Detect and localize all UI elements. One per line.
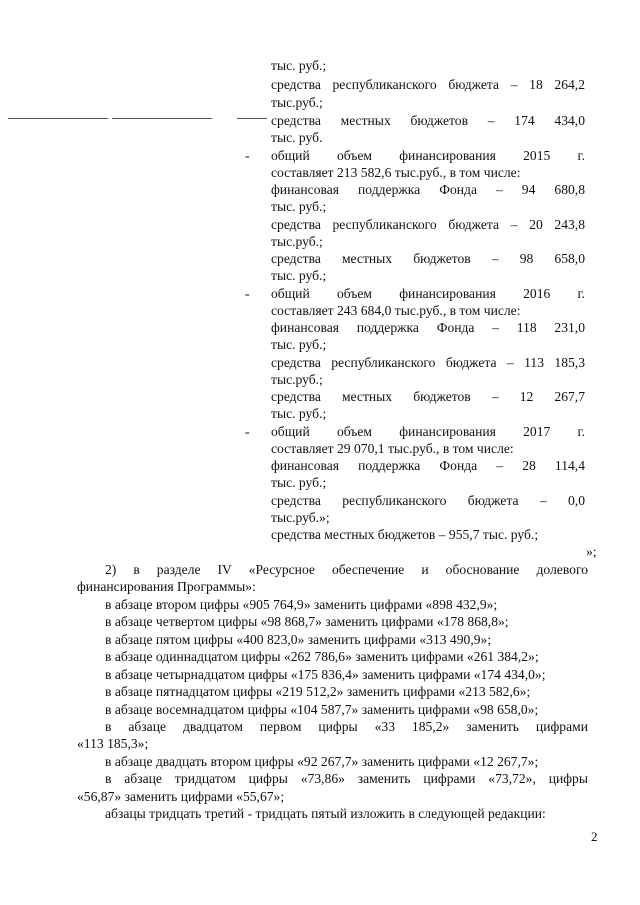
paragraph-line: в абзаце одиннадцатом цифры «262 786,6» заменить цифрами «261 384,2»; <box>105 649 539 664</box>
horizontal-rule <box>8 118 108 119</box>
paragraph-line: финансирования Программы»: <box>77 579 256 594</box>
paragraph-line: «113 185,3»; <box>77 736 149 751</box>
paragraph-line: в абзаце пятнадцатом цифры «219 512,2» заменить цифрами «213 582,6»; <box>105 684 531 699</box>
page-number: 2 <box>591 829 598 844</box>
list-line: тыс.руб.; <box>271 95 323 110</box>
paragraph-line: в абзаце двадцатом первом цифры «33 185,2» заменить цифрами <box>105 719 588 734</box>
list-line: тыс. руб.; <box>271 406 327 421</box>
list-line: финансовая поддержка Фонда – 28 114,4 <box>271 458 585 473</box>
list-line: тыс.руб.; <box>271 234 323 249</box>
paragraph-line: абзацы тридцать третий - тридцать пятый изложить в следующей редакции: <box>105 806 546 821</box>
list-bullet: - <box>245 148 250 163</box>
paragraph-line: в абзаце тридцатом цифры «73,86» заменить цифрами «73,72», цифры <box>105 771 588 786</box>
list-line: тыс. руб.; <box>271 475 327 490</box>
list-line: средства республиканского бюджета – 113 185,3 <box>271 355 585 370</box>
list-line: средства местных бюджетов – 174 434,0 <box>271 113 585 128</box>
paragraph-line: в абзаце двадцать втором цифры «92 267,7» заменить цифрами «12 267,7»; <box>105 754 539 769</box>
paragraph-line: в абзаце четвертом цифры «98 868,7» заменить цифрами «178 868,8»; <box>105 614 509 629</box>
horizontal-rule <box>112 118 212 119</box>
list-bullet: - <box>245 286 250 301</box>
list-line: составляет 29 070,1 тыс.руб., в том числе: <box>271 441 514 456</box>
list-line: общий объем финансирования 2016 г. <box>271 286 585 301</box>
list-line: финансовая поддержка Фонда – 94 680,8 <box>271 182 585 197</box>
list-line: составляет 243 684,0 тыс.руб., в том числе: <box>271 303 521 318</box>
horizontal-rule <box>237 118 267 119</box>
paragraph-line: в абзаце пятом цифры «400 823,0» заменить цифрами «313 490,9»; <box>105 632 492 647</box>
list-line: тыс.руб.»; <box>271 510 330 525</box>
paragraph-line: в абзаце втором цифры «905 764,9» заменить цифрами «898 432,9»; <box>105 597 498 612</box>
list-line: тыс. руб.; <box>271 58 327 73</box>
list-bullet: - <box>245 424 250 439</box>
list-line: тыс. руб.; <box>271 337 327 352</box>
list-line: средства республиканского бюджета – 0,0 <box>271 493 585 508</box>
list-line: тыс.руб.; <box>271 372 323 387</box>
list-line: финансовая поддержка Фонда – 118 231,0 <box>271 320 585 335</box>
list-line: составляет 213 582,6 тыс.руб., в том числе: <box>271 165 521 180</box>
list-line: средства местных бюджетов – 955,7 тыс. руб.; <box>271 527 539 542</box>
paragraph-line: «56,87» заменить цифрами «55,67»; <box>77 789 285 804</box>
list-line: средства республиканского бюджета – 18 264,2 <box>271 77 585 92</box>
list-line: средства местных бюджетов – 12 267,7 <box>271 389 585 404</box>
list-line: общий объем финансирования 2017 г. <box>271 424 585 439</box>
paragraph-line: в абзаце восемнадцатом цифры «104 587,7» заменить цифрами «98 658,0»; <box>105 702 539 717</box>
list-line: тыс. руб.; <box>271 199 327 214</box>
paragraph-line: 2) в разделе IV «Ресурсное обеспечение и обоснование долевого <box>105 562 588 577</box>
list-line: тыс. руб.; <box>271 268 327 283</box>
list-line: средства местных бюджетов – 98 658,0 <box>271 251 585 266</box>
closing-quote: »; <box>586 544 597 559</box>
list-line: общий объем финансирования 2015 г. <box>271 148 585 163</box>
list-line: тыс. руб. <box>271 130 323 145</box>
list-line: средства республиканского бюджета – 20 243,8 <box>271 217 585 232</box>
paragraph-line: в абзаце четырнадцатом цифры «175 836,4» заменить цифрами «174 434,0»; <box>105 667 546 682</box>
